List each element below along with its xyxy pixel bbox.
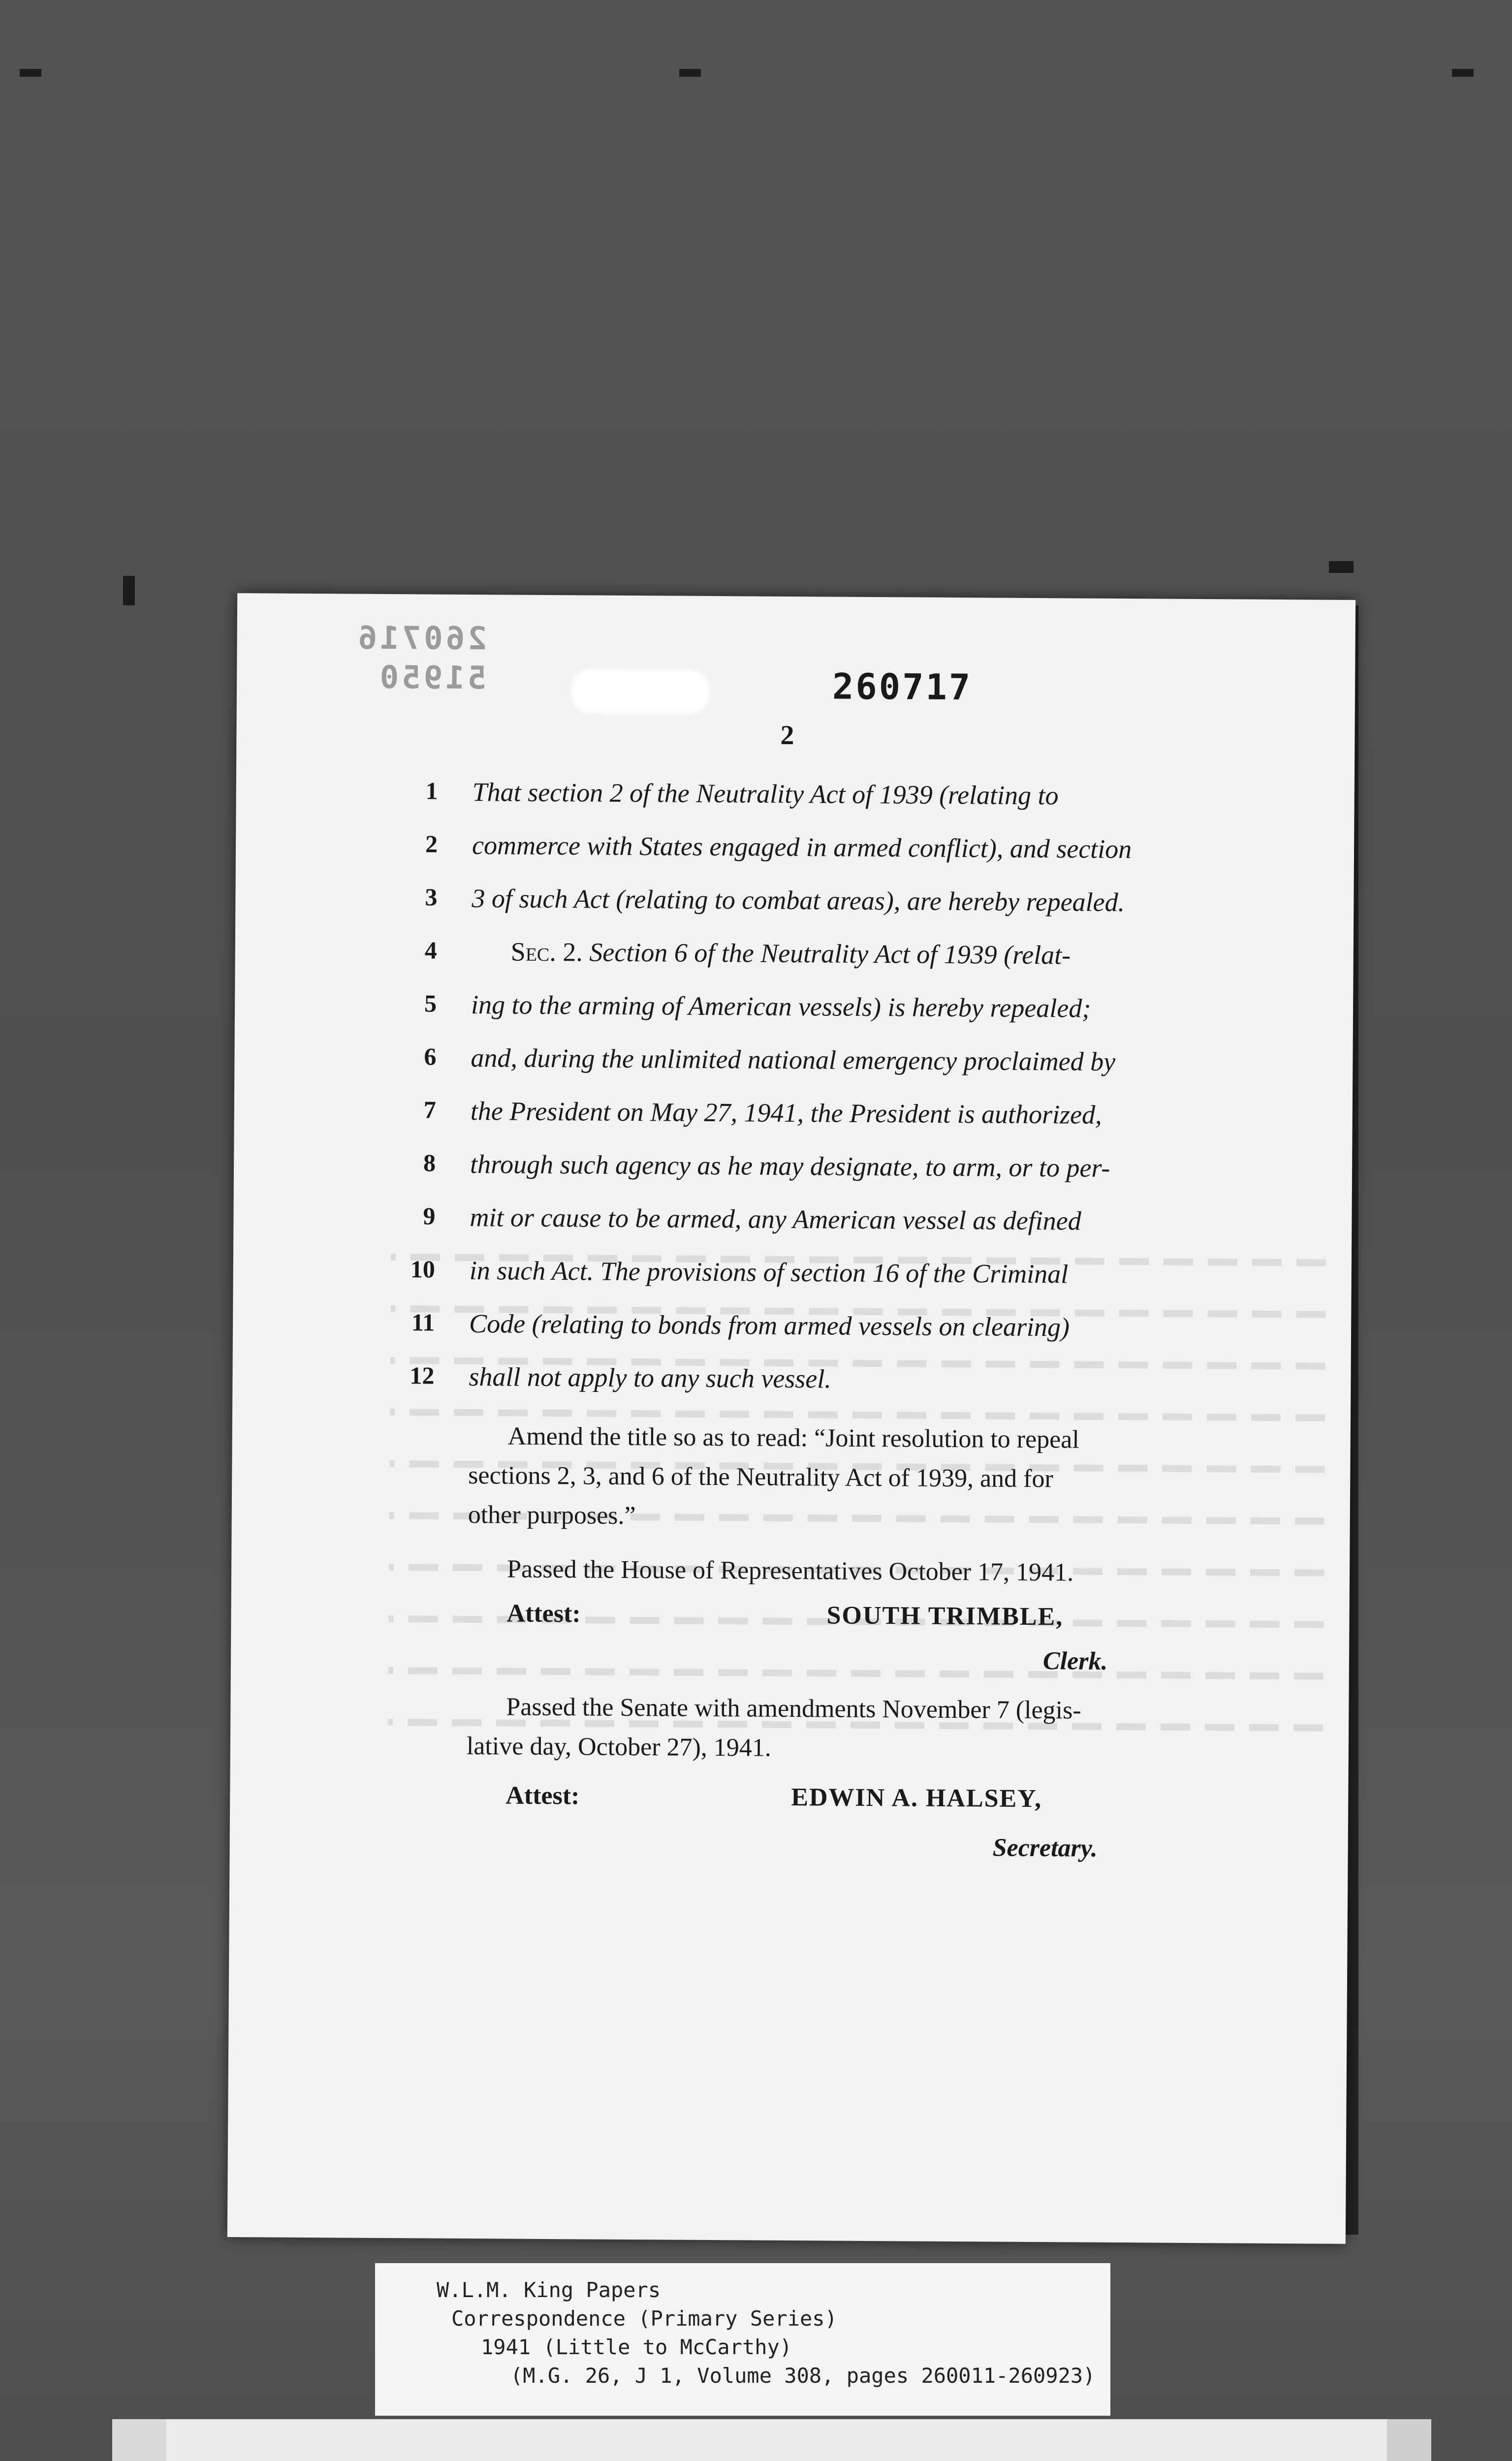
line-text: shall not apply to any such vessel. bbox=[469, 1361, 832, 1394]
line-number: 6 bbox=[424, 1042, 437, 1071]
line-number: 10 bbox=[410, 1255, 436, 1283]
body-line bbox=[235, 882, 1354, 943]
body-line bbox=[233, 1254, 1352, 1315]
line-text: mit or cause to be armed, any American vessel as defined bbox=[470, 1202, 1081, 1236]
line-text: 3 of such Act (relating to combat areas), are hereby repealed. bbox=[472, 883, 1125, 917]
card-line: Correspondence (Primary Series) bbox=[451, 2306, 837, 2331]
senate-attest-title: Secretary. bbox=[992, 1833, 1098, 1862]
line-number: 8 bbox=[423, 1149, 436, 1177]
line-text: and, during the unlimited national emergency proclaimed by bbox=[471, 1043, 1116, 1077]
card-line: 1941 (Little to McCarthy) bbox=[481, 2335, 792, 2359]
senate-passed-line: lative day, October 27), 1941. bbox=[466, 1732, 772, 1762]
page-number: 2 bbox=[780, 720, 794, 751]
senate-passed-line: Passed the Senate with amendments November 7 (legis- bbox=[506, 1693, 1081, 1725]
line-text: Sec. 2. Section 6 of the Neutrality Act of 1939 (relat- bbox=[510, 937, 1071, 970]
line-number: 11 bbox=[411, 1308, 435, 1336]
line-number: 7 bbox=[423, 1096, 436, 1124]
body-line bbox=[234, 1147, 1353, 1208]
body-line bbox=[235, 988, 1354, 1049]
line-text: That section 2 of the Neutrality Act of 1939 (relating to bbox=[472, 777, 1059, 811]
card-line: W.L.M. King Papers bbox=[437, 2278, 661, 2302]
house-attest-title: Clerk. bbox=[1042, 1647, 1108, 1675]
document-page bbox=[227, 593, 1355, 2244]
film-corner-mark bbox=[1329, 561, 1354, 573]
amend-title-line: sections 2, 3, and 6 of the Neutrality Act of 1939, and for bbox=[468, 1461, 1053, 1493]
tape-patch bbox=[571, 669, 710, 714]
line-text: in such Act. The provisions of section 16 of the Criminal bbox=[469, 1255, 1069, 1289]
line-number: 3 bbox=[425, 883, 438, 911]
line-text: commerce with States engaged in armed conflict), and section bbox=[472, 830, 1132, 864]
section-lead: Sec. 2. bbox=[510, 937, 583, 967]
body-line bbox=[233, 1200, 1352, 1262]
senate-attest-label: Attest: bbox=[505, 1781, 580, 1810]
film-corner-mark bbox=[1452, 69, 1474, 77]
line-number: 5 bbox=[424, 989, 437, 1017]
body-line bbox=[236, 775, 1354, 836]
body-line bbox=[234, 1094, 1353, 1155]
line-number: 9 bbox=[423, 1202, 436, 1230]
body-line bbox=[236, 828, 1354, 889]
catalog-card bbox=[375, 2263, 1110, 2416]
board-edge bbox=[1387, 2419, 1431, 2461]
house-passed: Passed the House of Representatives October 17, 1941. bbox=[506, 1555, 1074, 1587]
body-line bbox=[234, 1041, 1353, 1102]
body-line bbox=[235, 935, 1354, 996]
amend-title-line: other purposes.” bbox=[468, 1500, 636, 1530]
line-text: the President on May 27, 1941, the President is authorized, bbox=[470, 1096, 1102, 1130]
line-number: 12 bbox=[410, 1361, 435, 1389]
mirrored-page-stamp: 260716 51950 bbox=[355, 620, 487, 697]
card-line: (M.G. 26, J 1, Volume 308, pages 260011-260923) bbox=[510, 2364, 1096, 2388]
film-corner-mark bbox=[123, 576, 135, 605]
house-attest-name: SOUTH TRIMBLE, bbox=[826, 1601, 1064, 1631]
amend-title-line: Amend the title so as to read: “Joint resolution to repeal bbox=[507, 1422, 1079, 1454]
line-number: 2 bbox=[425, 830, 438, 858]
line-text: ing to the arming of American vessels) is hereby repealed; bbox=[471, 990, 1091, 1023]
body-line bbox=[233, 1307, 1352, 1368]
page-id-stamp: 260717 bbox=[832, 665, 973, 708]
senate-attest-name: EDWIN A. HALSEY, bbox=[791, 1783, 1042, 1813]
line-number: 4 bbox=[424, 936, 437, 964]
archives-label-board bbox=[112, 2419, 1431, 2461]
line-text: through such agency as he may designate, to arm, or to per- bbox=[470, 1149, 1110, 1183]
line-text: Code (relating to bonds from armed vessels on clearing) bbox=[469, 1308, 1070, 1342]
house-attest-label: Attest: bbox=[506, 1599, 581, 1628]
board-edge bbox=[112, 2419, 166, 2461]
film-corner-mark bbox=[20, 69, 41, 77]
body-line bbox=[232, 1360, 1351, 1421]
line-number: 1 bbox=[425, 777, 438, 805]
film-corner-mark bbox=[679, 69, 701, 77]
